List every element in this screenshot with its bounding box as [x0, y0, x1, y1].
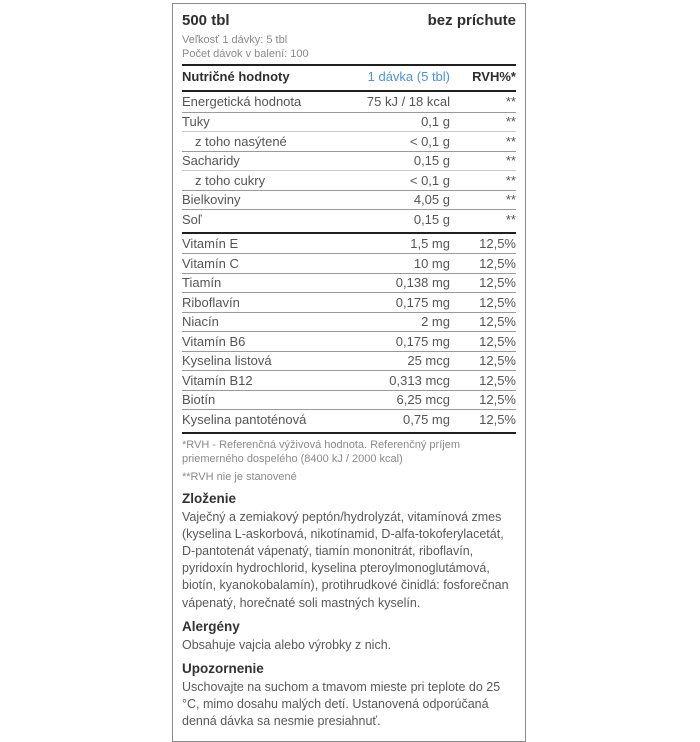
nutrient-rvh: ** [505, 192, 516, 208]
nutrient-rvh: 12,5% [479, 392, 516, 408]
table-row [182, 370, 516, 390]
nutrient-label: Sacharidy [182, 153, 240, 169]
table-header-row [182, 66, 516, 87]
nutrient-label: Kyselina pantoténová [182, 411, 307, 427]
nutrient-rvh: ** [505, 211, 516, 227]
pack-size: 500 tbl [182, 12, 230, 29]
nutrient-rvh: 12,5% [479, 294, 516, 310]
nutrient-value: 6,25 mcg [396, 392, 450, 408]
nutrient-rvh: 12,5% [479, 411, 516, 427]
nutrient-label: Vitamín B6 [182, 333, 246, 349]
nutrient-value: 10 mg [413, 255, 450, 271]
nutrient-value: 0,175 mg [395, 294, 450, 310]
nutrient-rvh: 12,5% [479, 255, 516, 271]
table-subrow [182, 170, 516, 190]
table-subrow [182, 131, 516, 151]
nutrient-value: < 0,1 g [409, 172, 450, 188]
table-row [182, 292, 516, 312]
nutrient-label: Biotín [182, 392, 216, 408]
nutrient-rvh: 12,5% [479, 235, 516, 251]
label-header [182, 12, 516, 29]
servings-per-pack: Počet dávok v balení: 100 [182, 48, 309, 60]
table-row [182, 390, 516, 410]
table-row [182, 312, 516, 332]
table-row [182, 92, 516, 112]
col-header-rvh: RVH%* [472, 69, 516, 84]
nutrient-rvh: ** [505, 133, 516, 149]
nutrient-rvh: ** [505, 172, 516, 188]
nutrient-value: 0,313 mcg [389, 372, 450, 388]
nutrient-value: 0,75 mg [403, 411, 450, 427]
nutrient-label: z toho cukry [195, 172, 266, 188]
serving-size: Veľkosť 1 dávky: 5 tbl [182, 34, 288, 46]
thick-rule [182, 432, 516, 434]
nutrient-value: 0,15 g [413, 211, 450, 227]
nutrient-label: Niacín [182, 314, 219, 330]
table-row [182, 112, 516, 132]
nutrient-label: Riboflavín [182, 294, 240, 310]
nutrient-value: 2 mg [421, 314, 450, 330]
table-row [182, 190, 516, 210]
nutrient-label: Kyselina listová [182, 353, 272, 369]
allergens-heading: Alergény [182, 618, 240, 634]
nutrient-rvh: 12,5% [479, 372, 516, 388]
nutrient-value: 75 kJ / 18 kcal [366, 94, 450, 110]
nutrient-label: Vitamín B12 [182, 372, 253, 388]
table-row [182, 351, 516, 371]
nutrient-value: 0,15 g [413, 153, 450, 169]
nutrient-rvh: 12,5% [479, 275, 516, 291]
nutrient-label: Tuky [182, 114, 210, 130]
footnote-rvh-definition: *RVH - Referenčná výživová hodnota. Referenčný príjem priemerného dospelého (8400 kJ / 2000 kcal) [182, 438, 460, 465]
nutrient-rvh: 12,5% [479, 353, 516, 369]
nutrient-value: 1,5 mg [410, 235, 450, 251]
nutrition-label [172, 3, 526, 742]
nutrient-value: 0,138 mg [395, 275, 450, 291]
ingredients-heading: Zloženie [182, 490, 237, 506]
flavor: bez príchute [427, 12, 516, 29]
nutrient-label: Vitamín C [182, 255, 239, 271]
nutrient-label: Tiamín [182, 275, 222, 291]
table-row [182, 331, 516, 351]
warning-text: Uschovajte na suchom a tmavom mieste pri teplote do 25 °C, mimo dosahu malých detí. Ustanovená odporúčaná denná dávka sa nesmie presiahnuť. [182, 679, 501, 729]
nutrient-value: 0,1 g [421, 114, 450, 130]
col-header-name: Nutričné hodnoty [182, 69, 290, 84]
ingredients-text: Vaječný a zemiakový peptón/hydrolyzát, vitamínová zmes (kyselina L-askorbová, nikotínamid, D-alfa-tokoferylacetát, D-pantotenát vápenatý, tiamín mononitrát, riboflavín, pyridoxín hydrochlorid, kyselina pteroylmonoglutámová, biotín, kyanokobalamín), protihrudkové činidlá: fosforečnan vápenatý, horečnaté soli mastných kyselín. [182, 509, 509, 610]
nutrient-rvh: 12,5% [479, 314, 516, 330]
allergens-text: Obsahuje vajcia alebo výrobky z nich. [182, 637, 392, 652]
warning-heading: Upozornenie [182, 660, 264, 676]
nutrient-label: Soľ [182, 211, 202, 227]
nutrient-rvh: ** [505, 94, 516, 110]
footnote-rvh-not-set: **RVH nie je stanovené [182, 470, 297, 483]
nutrient-label: z toho nasýtené [195, 133, 287, 149]
nutrient-rvh: 12,5% [479, 333, 516, 349]
nutrient-value: 4,05 g [413, 192, 450, 208]
nutrient-label: Vitamín E [182, 235, 239, 251]
nutrient-rvh: ** [505, 153, 516, 169]
table-row [182, 234, 516, 254]
table-row [182, 253, 516, 273]
nutrient-value: 25 mcg [407, 353, 450, 369]
col-header-per-serving: 1 dávka (5 tbl) [367, 69, 450, 84]
nutrient-rvh: ** [505, 114, 516, 130]
nutrient-value: 0,175 mg [395, 333, 450, 349]
nutrient-label: Energetická hodnota [182, 94, 302, 110]
table-row [182, 151, 516, 171]
nutrient-value: < 0,1 g [409, 133, 450, 149]
nutrient-label: Bielkoviny [182, 192, 241, 208]
table-row [182, 273, 516, 293]
table-row [182, 409, 516, 429]
table-row [182, 209, 516, 229]
